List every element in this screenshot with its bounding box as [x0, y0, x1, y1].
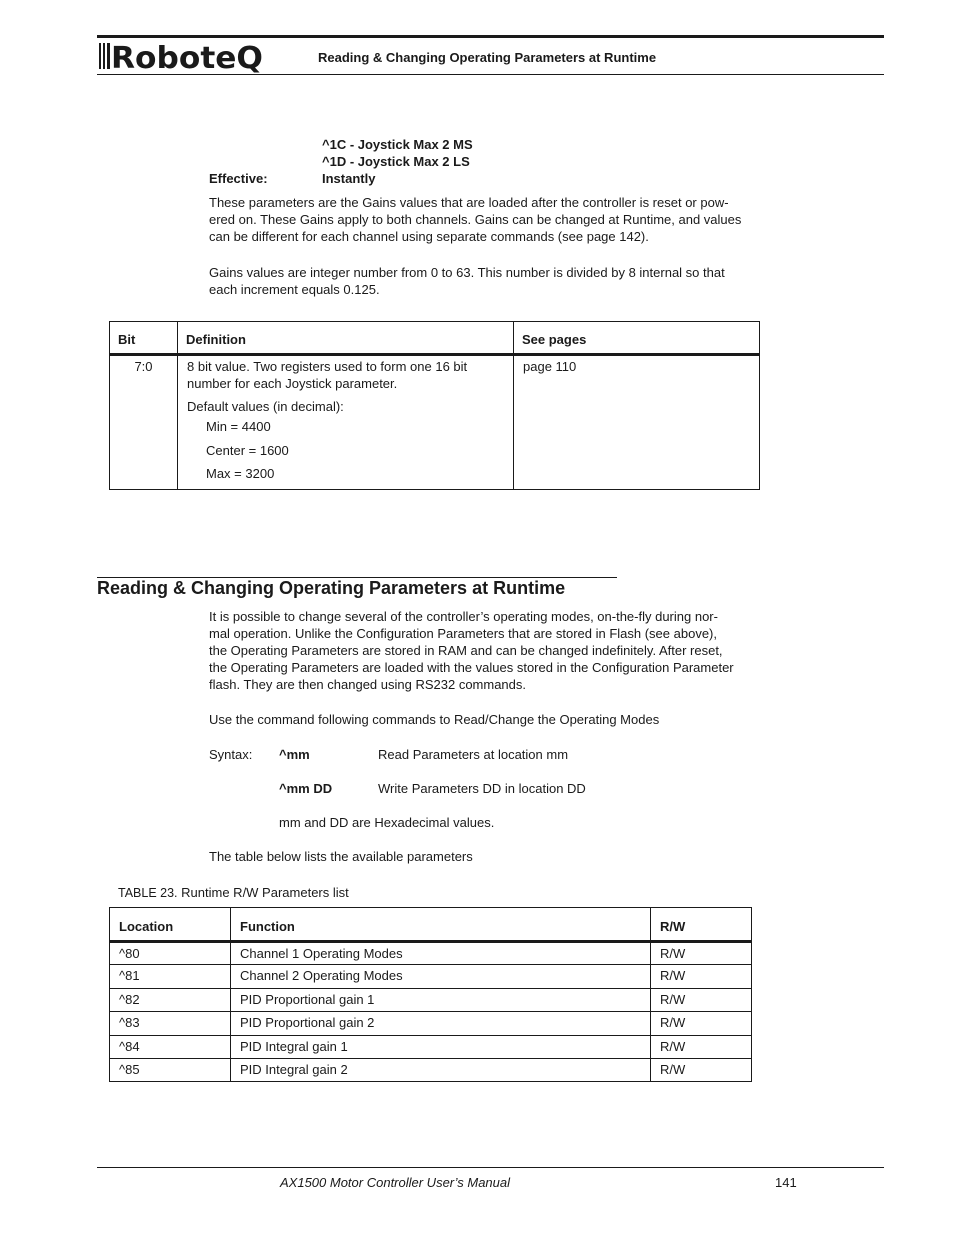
table-header-row — [110, 322, 760, 355]
table-intro: The table below lists the available parameters — [209, 849, 473, 864]
cell-rw: R/W — [651, 1012, 752, 1035]
syntax-read-description: Read Parameters at location mm — [378, 747, 569, 762]
text-line: the Operating Parameters are stored in RAM and can be changed indefinitely. After reset, — [209, 643, 723, 658]
gains-description — [209, 194, 779, 245]
effective-value: Instantly — [322, 171, 376, 186]
cell-location: ^82 — [110, 988, 231, 1011]
cell-bit: 7:0 — [110, 355, 178, 490]
table-row — [110, 1012, 752, 1035]
section-title: Reading & Changing Operating Parameters at Runtime — [97, 578, 566, 598]
default-min: Min = 4400 — [206, 419, 271, 434]
cell-function: PID Proportional gain 2 — [231, 1012, 651, 1035]
cell-function: Channel 1 Operating Modes — [231, 942, 651, 965]
table-row — [110, 965, 752, 988]
effective-label: Effective: — [209, 171, 268, 186]
cell-definition — [178, 355, 514, 490]
cell-function: PID Integral gain 1 — [231, 1035, 651, 1058]
syntax-label: Syntax: — [209, 747, 253, 762]
header-function: Function — [231, 908, 651, 942]
command-1c: ^1C - Joystick Max 2 MS — [322, 137, 473, 152]
cell-see-pages: page 110 — [514, 355, 760, 490]
table-row — [110, 988, 752, 1011]
svg-text:RoboteQ: RoboteQ — [111, 41, 263, 74]
footer-document-title: AX1500 Motor Controller User’s Manual — [280, 1175, 511, 1190]
header-bottom-rule — [97, 74, 884, 75]
text-line: 8 bit value. Two registers used to form one 16 bit — [187, 359, 468, 374]
use-commands-text: Use the command following commands to Read/Change the Operating Modes — [209, 712, 660, 727]
cell-location: ^81 — [110, 965, 231, 988]
cell-location: ^85 — [110, 1058, 231, 1081]
table-caption — [118, 884, 349, 902]
header-definition: Definition — [178, 322, 514, 355]
cell-rw: R/W — [651, 1035, 752, 1058]
header-bit: Bit — [110, 322, 178, 355]
cell-location: ^84 — [110, 1035, 231, 1058]
header-see-pages: See pages — [514, 322, 760, 355]
runtime-parameters-table — [109, 907, 752, 1082]
footer-rule — [97, 1167, 884, 1168]
defaults-label: Default values (in decimal): — [187, 399, 344, 414]
table-header-row — [110, 908, 752, 942]
table-row — [110, 1035, 752, 1058]
default-center: Center = 1600 — [206, 442, 289, 458]
text-line: These parameters are the Gains values that are loaded after the controller is reset or pow- — [209, 195, 729, 210]
bit-definition-table — [109, 321, 760, 490]
cell-function: PID Proportional gain 1 — [231, 988, 651, 1011]
cell-rw: R/W — [651, 988, 752, 1011]
syntax-write-description: Write Parameters DD in location DD — [378, 781, 586, 796]
section-intro — [209, 608, 779, 693]
text-line: each increment equals 0.125. — [209, 282, 380, 297]
gains-range-description — [209, 264, 779, 298]
running-header-title: Reading & Changing Operating Parameters at Runtime — [318, 50, 657, 65]
cell-location: ^83 — [110, 1012, 231, 1035]
cell-function: PID Integral gain 2 — [231, 1058, 651, 1081]
text-line: mal operation. Unlike the Configuration Parameters that are stored in Flash (see above), — [209, 626, 717, 641]
cell-rw: R/W — [651, 1058, 752, 1081]
table-row — [110, 1058, 752, 1081]
page-number: 141 — [775, 1175, 797, 1190]
table-row — [110, 355, 760, 490]
text-line: ered on. These Gains apply to both channels. Gains can be changed at Runtime, and values — [209, 212, 742, 227]
command-1d: ^1D - Joystick Max 2 LS — [322, 154, 470, 169]
cell-location: ^80 — [110, 942, 231, 965]
table-row — [110, 942, 752, 965]
cell-rw: R/W — [651, 942, 752, 965]
text-line: the Operating Parameters are loaded with the values stored in the Configuration Parameter — [209, 660, 734, 675]
text-line: can be different for each channel using separate commands (see page 142). — [209, 229, 649, 244]
text-line: number for each Joystick parameter. — [187, 376, 398, 391]
text-line: It is possible to change several of the controller’s operating modes, on-the-fly during nor- — [209, 609, 718, 624]
cell-rw: R/W — [651, 965, 752, 988]
default-max: Max = 3200 — [206, 466, 275, 481]
table-caption-title: Runtime R/W Parameters list — [181, 885, 349, 900]
header-rw: R/W — [651, 908, 752, 942]
text-line: Gains values are integer number from 0 to 63. This number is divided by 8 internal so that — [209, 265, 725, 280]
syntax-read-command: ^mm — [279, 747, 310, 762]
hex-note: mm and DD are Hexadecimal values. — [279, 815, 495, 830]
text-line: flash. They are then changed using RS232 commands. — [209, 677, 527, 692]
table-caption-number: TABLE 23. — [118, 886, 178, 900]
definition-text — [187, 358, 504, 392]
syntax-write-command: ^mm DD — [279, 781, 333, 796]
header-location: Location — [110, 908, 231, 942]
cell-function: Channel 2 Operating Modes — [231, 965, 651, 988]
roboteq-logo — [99, 38, 274, 74]
